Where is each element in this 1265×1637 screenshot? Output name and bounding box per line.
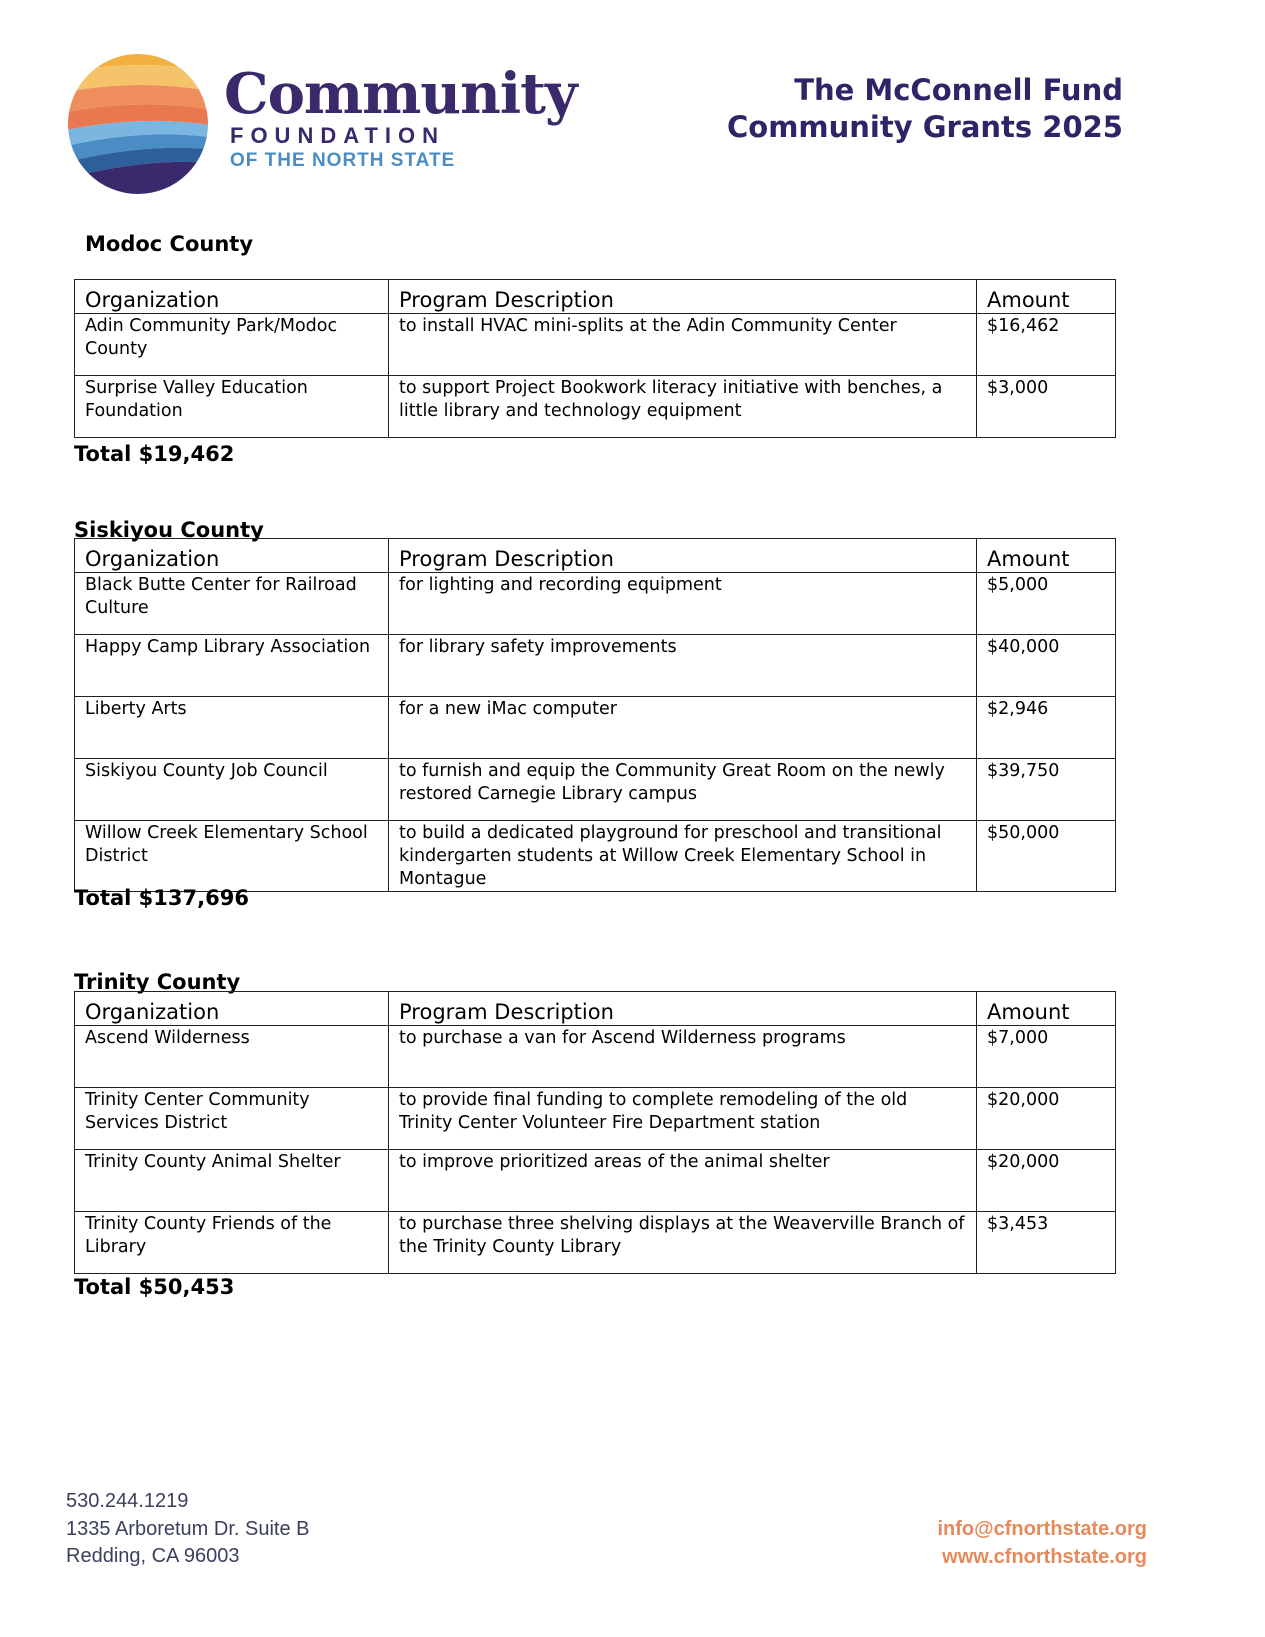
cell-organization: Siskiyou County Job Council	[75, 759, 389, 821]
cell-organization: Trinity County Animal Shelter	[75, 1150, 389, 1212]
table-header-row	[75, 280, 1116, 314]
title-line-fund: The McConnell Fund	[794, 73, 1123, 107]
cell-organization: Surprise Valley Education Foundation	[75, 376, 389, 438]
cell-description: to install HVAC mini-splits at the Adin Community Center	[389, 314, 977, 376]
table-header-row	[75, 992, 1116, 1026]
cell-organization: Trinity County Friends of the Library	[75, 1212, 389, 1274]
table-row	[75, 1088, 1116, 1150]
table-row	[75, 1212, 1116, 1274]
footer-contact	[66, 1488, 309, 1571]
cell-amount: $20,000	[977, 1088, 1116, 1150]
table-row	[75, 314, 1116, 376]
cell-organization: Black Butte Center for Railroad Culture	[75, 573, 389, 635]
column-header-amount: Amount	[977, 992, 1116, 1026]
table-row	[75, 697, 1116, 759]
column-header-amount: Amount	[977, 539, 1116, 573]
cell-description: to improve prioritized areas of the animal shelter	[389, 1150, 977, 1212]
cell-description: to furnish and equip the Community Great Room on the newly restored Carnegie Library campus	[389, 759, 977, 821]
cell-amount: $20,000	[977, 1150, 1116, 1212]
cell-amount: $16,462	[977, 314, 1116, 376]
column-header-amount: Amount	[977, 280, 1116, 314]
total-trinity: Total $50,453	[74, 1275, 235, 1299]
cell-description: for library safety improvements	[389, 635, 977, 697]
grants-table-trinity	[74, 991, 1116, 1274]
foundation-logo	[66, 50, 577, 200]
cell-description: for a new iMac computer	[389, 697, 977, 759]
cell-organization: Ascend Wilderness	[75, 1026, 389, 1088]
table-row	[75, 821, 1116, 892]
cell-amount: $50,000	[977, 821, 1116, 892]
logo-region-text: OF THE NORTH STATE	[230, 150, 456, 171]
cell-description: to provide final funding to complete remodeling of the old Trinity Center Volunteer Fire Department station	[389, 1088, 977, 1150]
table-header-row	[75, 539, 1116, 573]
cell-description: to purchase three shelving displays at the Weaverville Branch of the Trinity County Library	[389, 1212, 977, 1274]
table-row	[75, 573, 1116, 635]
cell-organization: Liberty Arts	[75, 697, 389, 759]
total-siskiyou: Total $137,696	[74, 886, 249, 910]
cell-amount: $3,453	[977, 1212, 1116, 1274]
document-title	[727, 72, 1123, 146]
footer-phone: 530.244.1219	[66, 1490, 189, 1512]
footer-address-line2: Redding, CA 96003	[66, 1545, 240, 1567]
cell-organization: Adin Community Park/Modoc County	[75, 314, 389, 376]
cell-description: for lighting and recording equipment	[389, 573, 977, 635]
column-header-organization: Organization	[75, 992, 389, 1026]
cell-amount: $7,000	[977, 1026, 1116, 1088]
cell-amount: $39,750	[977, 759, 1116, 821]
cell-description: to support Project Bookwork literacy initiative with benches, a little library and technology equipment	[389, 376, 977, 438]
column-header-description: Program Description	[389, 992, 977, 1026]
footer-email-link[interactable]: info@cfnorthstate.org	[937, 1518, 1147, 1540]
table-row	[75, 376, 1116, 438]
cell-amount: $40,000	[977, 635, 1116, 697]
title-line-grants: Community Grants 2025	[727, 110, 1123, 144]
cell-description: to build a dedicated playground for preschool and transitional kindergarten students at Willow Creek Elementary School in Montague	[389, 821, 977, 892]
column-header-organization: Organization	[75, 280, 389, 314]
table-row	[75, 1026, 1116, 1088]
footer-address-line1: 1335 Arboretum Dr. Suite B	[66, 1517, 310, 1540]
grants-table-siskiyou	[74, 538, 1116, 892]
table-row	[75, 635, 1116, 697]
county-heading-trinity: Trinity County	[74, 970, 241, 994]
cell-amount: $2,946	[977, 697, 1116, 759]
logo-wordmark: Community	[224, 61, 577, 127]
footer-online	[938, 1516, 1148, 1571]
table-row	[75, 759, 1116, 821]
logo-foundation-text: FOUNDATION	[230, 123, 446, 148]
table-row	[75, 1150, 1116, 1212]
cell-amount: $3,000	[977, 376, 1116, 438]
cell-amount: $5,000	[977, 573, 1116, 635]
cell-organization: Happy Camp Library Association	[75, 635, 389, 697]
total-modoc: Total $19,462	[74, 442, 235, 466]
county-heading-modoc: Modoc County	[85, 232, 254, 256]
column-header-description: Program Description	[389, 539, 977, 573]
county-heading-siskiyou: Siskiyou County	[74, 518, 264, 542]
cell-organization: Trinity Center Community Services District	[75, 1088, 389, 1150]
column-header-organization: Organization	[75, 539, 389, 573]
cell-description: to purchase a van for Ascend Wilderness programs	[389, 1026, 977, 1088]
sun-waves-logo-icon	[66, 50, 216, 200]
grants-table-modoc	[74, 279, 1116, 438]
column-header-description: Program Description	[389, 280, 977, 314]
cell-organization: Willow Creek Elementary School District	[75, 821, 389, 892]
footer-website-link[interactable]: www.cfnorthstate.org	[942, 1545, 1147, 1568]
